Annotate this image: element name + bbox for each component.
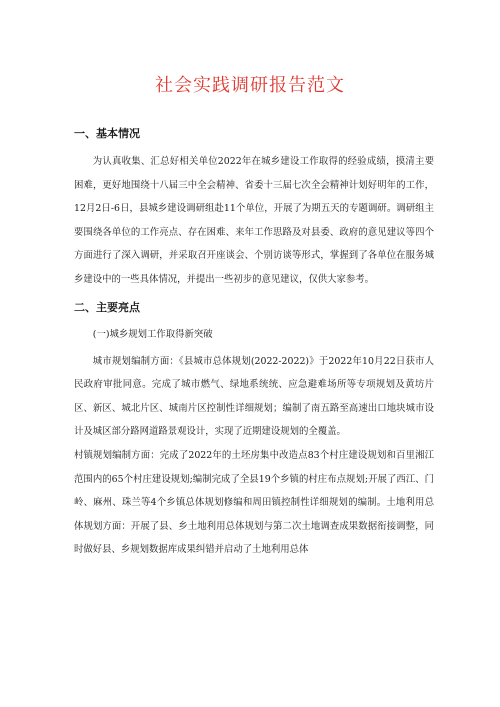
paragraph-city-planning: 城市规划编制方面：《县城市总体规划(2022-2022)》于2022年10月22日获市人民政府审批同意。完成了城市燃气、绿地系统统、应急避难场所等专项规划及黄坊片区、新区、城北片区、城南片区控制性详细规划；编制了南五路至高速出口地块城市设计及城区部分路网道路景观设计，实现了近期建设规划的全覆盖。 bbox=[74, 355, 434, 438]
document-body bbox=[74, 124, 434, 562]
section-heading-basic-situation: 一、基本情况 bbox=[74, 127, 140, 140]
document-title: 社会实践调研报告范文 bbox=[155, 75, 345, 96]
paragraph-basic-situation: 为认真收集、汇总好相关单位2022年在城乡建设工作取得的经验成绩，摸清主要困难，更好地围绕十八届三中全会精神、省委十三届七次全会精神计划好明年的工作，12月2日-6日，县城乡建设调研组赴11个单位，开展了为期五天的专题调研。调研组主要围绕各单位的工作亮点、存在困难、来年工作思路及对县委、政府的意见建议等四个方面进行了深入调研，并采取召开座谈会、个别访谈等形式，掌握到了各单位在服务城乡建设中的一些具体情况，并提出一些初步的意见建议，仅供大家参考。 bbox=[74, 156, 434, 285]
paragraph-village-planning: 村镇规划编制方面：完成了2022年的土坯房集中改造点83个村庄建设规划和百里湘江范围内的65个村庄建设规划;编制完成了全县19个乡镇的村庄布点规划;开展了西江、门岭、麻州、珠兰等4个乡镇总体规划修编和周田镇控制性详细规划的编制。土地利用总体规划方面：开展了县、乡土地利用总体规划与第二次土地调查成果数据衔接调整，同时做好县、乡规划数据库成果纠错并启动了土地利用总体 bbox=[74, 449, 434, 556]
subsection-heading-planning: (一)城乡规划工作取得新突破 bbox=[92, 328, 213, 340]
section-heading-highlights: 二、主要亮点 bbox=[74, 300, 140, 314]
